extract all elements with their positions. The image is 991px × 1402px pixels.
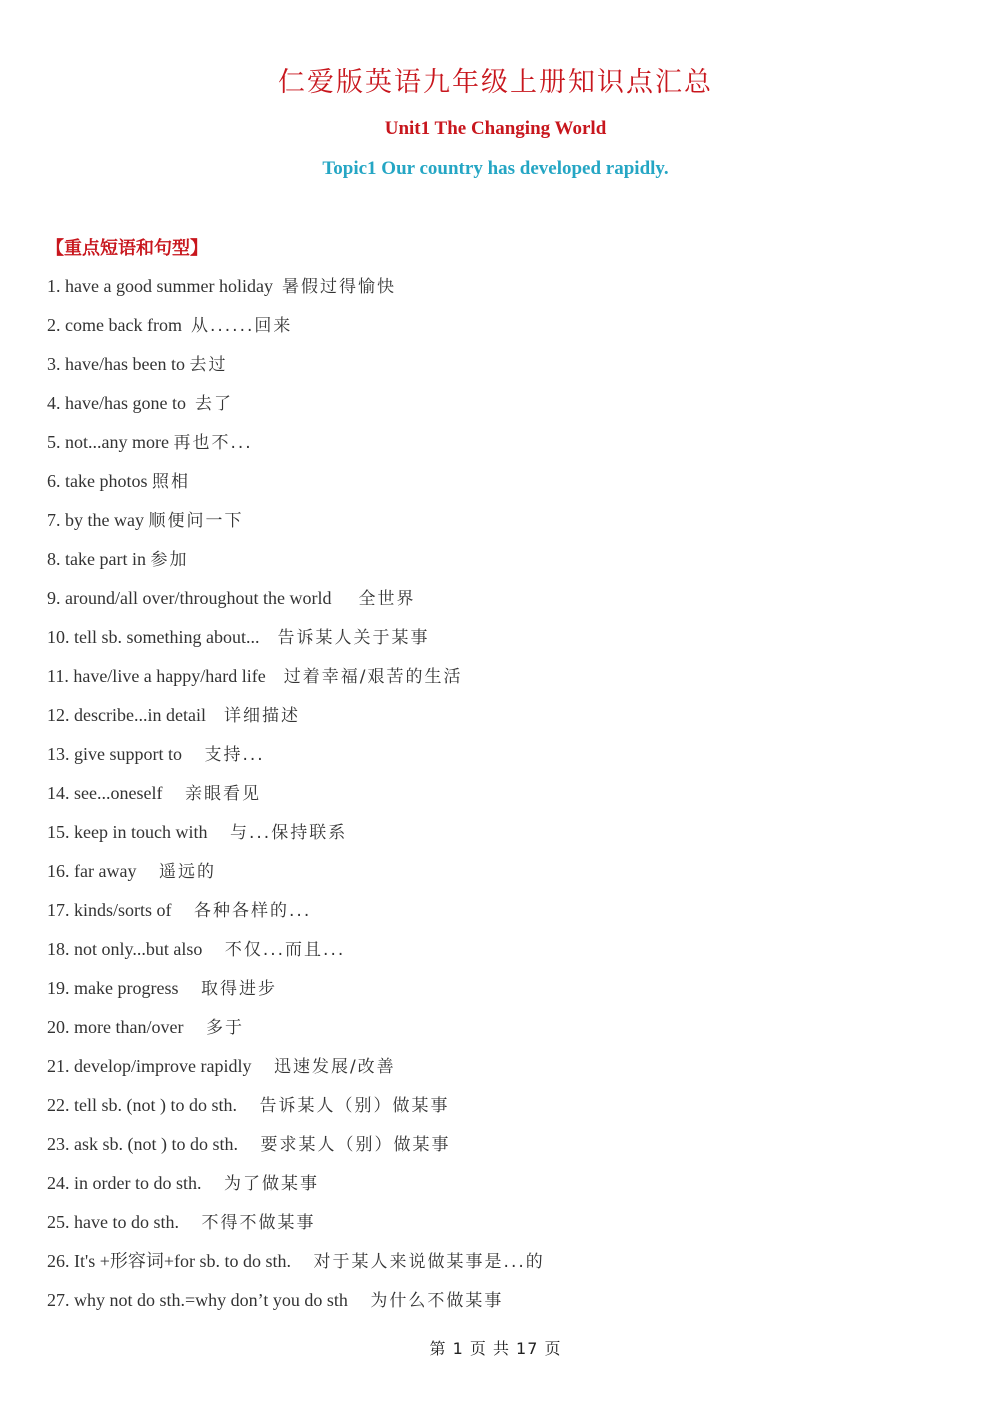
phrase-chinese: 告诉某人（别）做某事 — [259, 1096, 450, 1116]
phrase-item — [47, 1050, 947, 1089]
phrase-item — [47, 426, 947, 465]
phrase-english: 4. have/has gone to — [47, 393, 186, 413]
phrase-english: 26. It's +形容词+for sb. to do sth. — [47, 1251, 292, 1271]
phrase-item — [47, 972, 947, 1011]
phrase-english: 7. by the way — [47, 510, 144, 530]
page-footer: 第 1 页 共 17 页 — [429, 1339, 562, 1358]
phrase-item — [47, 933, 947, 972]
phrase-english: 6. take photos — [47, 471, 148, 491]
phrase-item — [47, 543, 947, 582]
phrase-gap — [186, 393, 195, 413]
phrase-chinese: 各种各样的... — [194, 901, 312, 921]
phrase-chinese: 为什么不做某事 — [370, 1291, 504, 1311]
phrase-item — [47, 1128, 947, 1167]
phrase-english: 12. describe...in detail — [47, 705, 206, 725]
phrase-item — [47, 465, 947, 504]
phrase-english: 17. kinds/sorts of — [47, 900, 172, 920]
phrase-chinese: 支持... — [204, 745, 265, 765]
phrase-item — [47, 660, 947, 699]
phrase-english: 2. come back from — [47, 315, 182, 335]
phrase-gap — [206, 705, 224, 725]
phrase-chinese: 对于某人来说做某事是...的 — [313, 1252, 545, 1272]
phrase-english: 23. ask sb. (not ) to do sth. — [47, 1134, 238, 1154]
phrase-chinese: 暑假过得愉快 — [281, 277, 396, 297]
phrase-chinese: 不得不做某事 — [201, 1213, 316, 1233]
document-title: 仁爱版英语九年级上册知识点汇总 — [278, 67, 713, 98]
phrase-gap — [238, 1134, 261, 1154]
phrase-item — [47, 816, 947, 855]
phrase-gap — [259, 627, 277, 647]
phrase-item — [47, 738, 947, 777]
phrase-chinese: 为了做某事 — [224, 1174, 319, 1194]
phrase-chinese: 过着幸福/艰苦的生活 — [283, 667, 463, 687]
phrase-item — [47, 1284, 947, 1323]
phrase-english: 21. develop/improve rapidly — [47, 1056, 252, 1076]
phrase-chinese: 要求某人（别）做某事 — [260, 1135, 451, 1155]
phrase-chinese: 不仅...而且... — [224, 940, 346, 960]
phrase-gap — [172, 900, 195, 920]
phrase-item — [47, 699, 947, 738]
phrase-chinese: 多于 — [205, 1018, 244, 1038]
phrase-item — [47, 504, 947, 543]
phrase-item — [47, 387, 947, 426]
phrase-chinese: 顺便问一下 — [148, 511, 244, 531]
phrase-chinese: 照相 — [152, 472, 190, 492]
phrase-item — [47, 1206, 947, 1245]
unit-title: Unit1 The Changing World — [384, 118, 607, 139]
phrase-english: 15. keep in touch with — [47, 822, 208, 842]
phrase-english: 16. far away — [47, 861, 137, 881]
phrase-gap — [202, 1173, 225, 1193]
phrase-item — [47, 894, 947, 933]
phrase-chinese: 从......回来 — [190, 316, 293, 336]
phrase-english: 14. see...oneself — [47, 783, 163, 803]
phrase-item — [47, 855, 947, 894]
phrase-english: 18. not only...but also — [47, 939, 203, 959]
phrase-chinese: 告诉某人关于某事 — [277, 628, 430, 648]
phrase-gap — [182, 744, 205, 764]
phrase-item — [47, 348, 947, 387]
phrase-english: 19. make progress — [47, 978, 179, 998]
phrase-english: 20. more than/over — [47, 1017, 184, 1037]
phrase-gap — [251, 1056, 274, 1076]
phrase-gap — [136, 861, 159, 881]
phrase-chinese: 全世界 — [358, 589, 416, 609]
phrase-english: 3. have/has been to — [47, 354, 185, 374]
phrase-chinese: 与...保持联系 — [229, 823, 348, 843]
phrase-english: 8. take part in — [47, 549, 146, 569]
phrase-chinese: 参加 — [150, 550, 189, 570]
phrase-english: 24. in order to do sth. — [47, 1173, 202, 1193]
phrase-chinese: 去了 — [194, 394, 233, 414]
phrase-english: 11. have/live a happy/hard life — [47, 666, 266, 686]
phrase-list — [47, 270, 947, 1323]
section-heading: 【重点短语和句型】 — [46, 238, 208, 259]
phrase-item — [47, 270, 947, 309]
phrase-english: 9. around/all over/throughout the world — [47, 588, 332, 608]
phrase-gap — [183, 1017, 206, 1037]
phrase-item — [47, 582, 947, 621]
phrase-item — [47, 1245, 947, 1284]
phrase-english: 10. tell sb. something about... — [47, 627, 260, 647]
phrase-chinese: 遥远的 — [158, 862, 216, 882]
phrase-item — [47, 1089, 947, 1128]
phrase-chinese: 迅速发展/改善 — [273, 1057, 396, 1077]
phrase-gap — [273, 276, 282, 296]
phrase-chinese: 亲眼看见 — [184, 784, 261, 804]
phrase-english: 22. tell sb. (not ) to do sth. — [47, 1095, 237, 1115]
phrase-gap — [331, 588, 358, 608]
phrase-gap — [162, 783, 185, 803]
phrase-gap — [266, 666, 284, 686]
phrase-english: 25. have to do sth. — [47, 1212, 179, 1232]
topic-title: Topic1 Our country has developed rapidly. — [322, 158, 669, 179]
phrase-chinese: 去过 — [189, 355, 228, 375]
phrase-gap — [348, 1290, 371, 1310]
phrase-gap — [202, 939, 225, 959]
phrase-english: 1. have a good summer holiday — [47, 276, 273, 296]
phrase-chinese: 再也不... — [173, 433, 253, 453]
phrase-english: 27. why not do sth.=why don’t you do sth — [47, 1290, 348, 1310]
phrase-gap — [207, 822, 230, 842]
phrase-gap — [179, 1212, 202, 1232]
phrase-item — [47, 777, 947, 816]
phrase-gap — [237, 1095, 260, 1115]
phrase-english: 13. give support to — [47, 744, 182, 764]
phrase-gap — [182, 315, 191, 335]
phrase-english: 5. not...any more — [47, 432, 169, 452]
phrase-item — [47, 309, 947, 348]
phrase-item — [47, 621, 947, 660]
phrase-gap — [291, 1251, 314, 1271]
phrase-gap — [178, 978, 201, 998]
phrase-item — [47, 1011, 947, 1050]
phrase-chinese: 取得进步 — [200, 979, 277, 999]
phrase-chinese: 详细描述 — [223, 706, 300, 726]
phrase-item — [47, 1167, 947, 1206]
